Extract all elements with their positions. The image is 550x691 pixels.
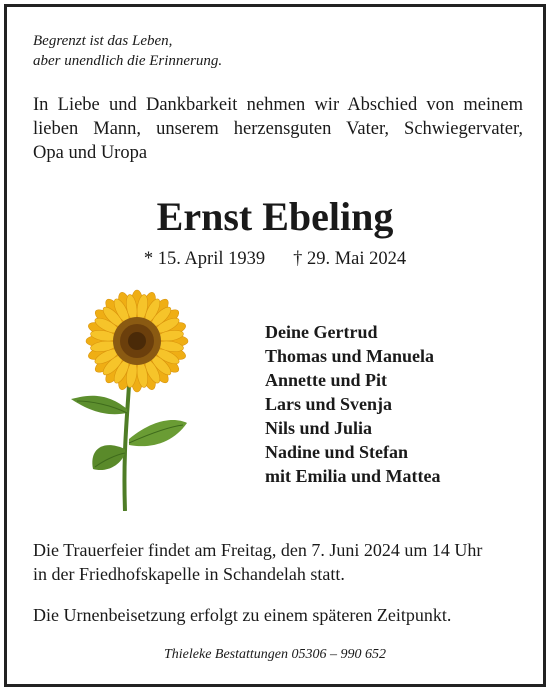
- motto: [33, 31, 513, 71]
- service-line-1: Die Trauerfeier findet am Freitag, den 7. Juni 2024 um 14 Uhr: [33, 540, 483, 560]
- life-dates: [7, 247, 543, 271]
- mourner-3: Annette und Pit: [265, 370, 388, 390]
- motto-line-2: aber unendlich die Erinnerung.: [33, 53, 223, 69]
- death-date: † 29. Mai 2024: [293, 249, 407, 269]
- intro-text: [33, 93, 523, 165]
- mourner-4: Lars und Svenja: [265, 394, 393, 414]
- urn-burial-note: Die Urnenbeisetzung erfolgt zu einem späteren Zeitpunkt.: [33, 605, 452, 625]
- obituary-card: [4, 4, 546, 687]
- deceased-name: Ernst Ebeling: [156, 194, 394, 239]
- motto-line-1: Begrenzt ist das Leben,: [33, 33, 173, 49]
- sunflower-icon: [63, 289, 193, 511]
- mourner-7: mit Emilia und Mattea: [265, 466, 441, 486]
- intro-line-3: Opa und Uropa: [33, 143, 148, 163]
- mourner-1: Deine Gertrud: [265, 322, 378, 342]
- mourners-list: [265, 320, 525, 488]
- intro-line-1: In Liebe und Dankbarkeit nehmen wir Abschied von meinem: [33, 95, 523, 115]
- mourner-2: Thomas und Manuela: [265, 346, 435, 366]
- intro-line-2: lieben Mann, unserem herzensguten Vater, Schwiegervater,: [33, 119, 523, 139]
- mourner-6: Nadine und Stefan: [265, 442, 409, 462]
- funeral-service-info: [33, 538, 523, 586]
- service-line-2: in der Friedhofskapelle in Schandelah statt.: [33, 564, 345, 584]
- birth-date: * 15. April 1939: [143, 249, 266, 269]
- funeral-home-contact: Thieleke Bestattungen 05306 – 990 652: [163, 647, 387, 662]
- mourner-5: Nils und Julia: [265, 418, 373, 438]
